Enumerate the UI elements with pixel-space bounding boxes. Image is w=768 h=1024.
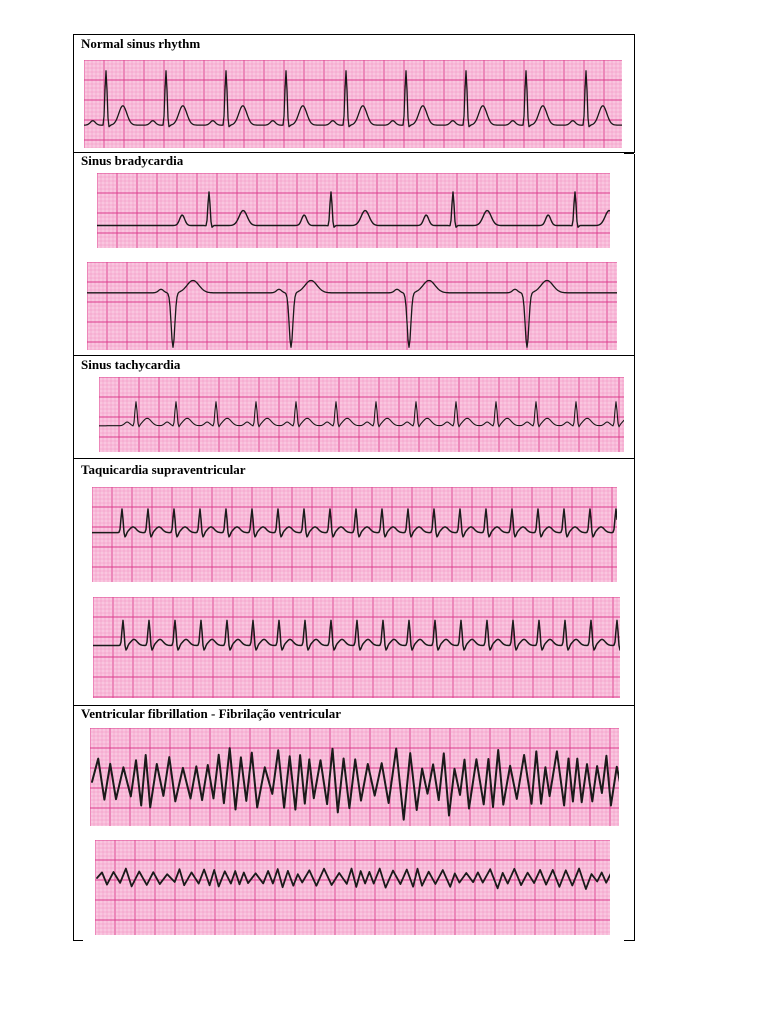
frame-tick [624,153,634,154]
section-title-sinus-bradycardia: Sinus bradycardia [81,153,184,168]
ecg-strip-svt-1 [92,487,617,582]
ecg-paper [95,840,610,935]
frame-right-edge [634,154,635,941]
ecg-strip-svg [97,173,610,248]
section-divider [73,355,635,356]
frame-tick [624,940,634,941]
ecg-strip-svg [93,597,620,698]
ecg-strip-vfib-coarse [90,728,619,826]
frame-tick [73,940,83,941]
section-title-ventricular-fibrillation: Ventricular fibrillation - Fibrilação ventricular [81,706,341,721]
ecg-strip-svg [87,262,617,350]
ecg-strip-sinus-tachycardia [99,377,624,452]
ecg-strip-vfib-fine [95,840,610,935]
frame-right-edge [634,34,635,152]
ecg-strip-bradycardia-1 [97,173,610,248]
ecg-strip-svg [84,60,622,148]
ecg-paper [90,728,619,826]
ecg-strip-svg [99,377,624,452]
section-title-supraventricular-tachycardia: Taquicardia supraventricular [81,462,246,477]
ecg-strip-normal-sinus [84,60,622,148]
ecg-paper [92,487,617,582]
section-divider [73,458,635,459]
ecg-strip-svg [90,728,619,826]
section-title-sinus-tachycardia: Sinus tachycardia [81,357,181,372]
ecg-strip-svt-2 [93,597,620,698]
ecg-strip-bradycardia-2 [87,262,617,350]
ecg-strip-svg [95,840,610,935]
ecg-strip-svg [92,487,617,582]
section-title-normal-sinus: Normal sinus rhythm [81,36,201,51]
